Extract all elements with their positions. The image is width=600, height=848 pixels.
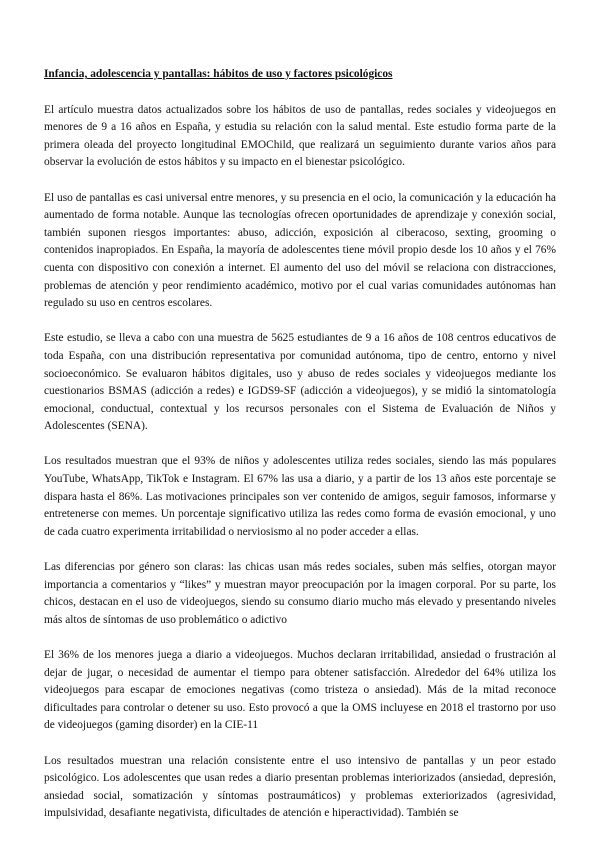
paragraph-gender-differences: Las diferencias por género son claras: las chicas usan más redes sociales, suben más selfies, otorgan mayor importancia a comentarios y “likes” y muestran mayor preocupación por la imagen corporal. Por su parte, los chicos, destacan en el uso de videojuegos, siendo su consumo diario mucho más elevado y presentando niveles más altos de síntomas de uso problemático o adictivo [44, 561, 556, 626]
paragraph-psychological-results: Los resultados muestran una relación consistente entre el uso intensivo de pantallas y un peor estado psicológico. Los adolescentes que usan redes a diario presentan problemas interiorizados (ansiedad, depresión, ansiedad social, somatización y síntomas postraumáticos) y problemas exteriorizados (agresividad, impulsividad, desafiante negativista, dificultades de atención e hiperactividad). También se [44, 754, 556, 820]
document-body [44, 66, 556, 841]
paragraph-intro: El artículo muestra datos actualizados sobre los hábitos de uso de pantallas, redes sociales y videojuegos en menores de 9 a 16 años en España, y estudia su relación con la salud mental. Este estudio forma parte de la primera oleada del proyecto longitudinal EMOChild, que realizará un seguimiento durante varios años para observar la evolución de estos hábitos y su impacto en el bienestar psicológico. [44, 103, 556, 169]
paragraph-context: El uso de pantallas es casi universal entre menores, y su presencia en el ocio, la comunicación y la educación ha aumentado de forma notable. Aunque las tecnologías ofrecen oportunidades de aprendizaje y conexión social, también suponen riesgos importantes: abuso, adicción, exposición al ciberacoso, sexting, grooming o contenidos inapropiados. En España, la mayoría de adolescentes tiene móvil propio desde los 10 años y el 76% cuenta con dispositivo con conexión a internet. El aumento del uso del móvil se relaciona con distracciones, problemas de atención y peor rendimiento académico, motivo por el cual varias comunidades autónomas han regulado su uso en centros escolares. [44, 191, 556, 310]
paragraph-social-media-results: Los resultados muestran que el 93% de niños y adolescentes utiliza redes sociales, siendo las más populares YouTube, WhatsApp, TikTok e Instagram. El 67% las usa a diario, y a partir de los 13 años este porcentaje se dispara hasta el 86%. Las motivaciones principales son ver contenido de amigos, seguir famosos, informarse y entretenerse con memes. Un porcentaje significativo utiliza las redes como forma de evasión emocional, y uno de cada cuatro experimenta irritabilidad o nerviosismo al no poder acceder a ellas. [44, 455, 556, 538]
paragraph-videogames: El 36% de los menores juega a diario a videojuegos. Muchos declaran irritabilidad, ansiedad o frustración al dejar de jugar, o necesidad de aumentar el tiempo para obtener satisfacción. Alrededor del 64% utiliza los videojuegos para escapar de emociones negativas (como tristeza o ansiedad). Más de la mitad reconoce dificultades para controlar o detener su uso. Esto provocó a que la OMS incluyese en 2018 el trastorno por uso de videojuegos (gaming disorder) en la CIE-11 [44, 649, 556, 732]
paragraph-method: Este estudio, se lleva a cabo con una muestra de 5625 estudiantes de 9 a 16 años de 108 centros educativos de toda España, con una distribución representativa por comunidad autónoma, tipo de centro, entorno y nivel socioeconómico. Se evaluaron hábitos digitales, uso y abuso de redes sociales y videojuegos mediante los cuestionarios BSMAS (adicción a redes) e IGDS9-SF (adicción a videojuegos), y se midió la sintomatología emocional, conductual, contextual y los recursos personales con el Sistema de Evaluación de Niños y Adolescentes (SENA). [44, 332, 556, 433]
document-title: Infancia, adolescencia y pantallas: hábitos de uso y factores psicológicos [44, 68, 393, 80]
